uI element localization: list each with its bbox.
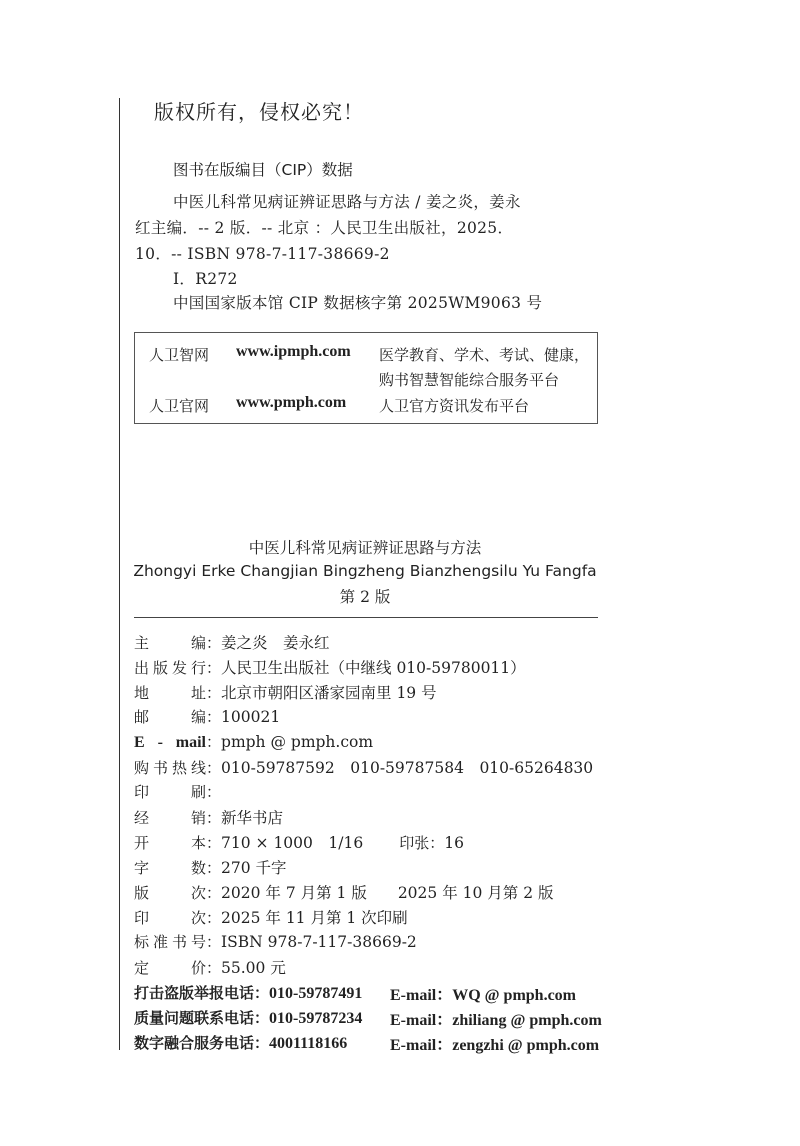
colophon-row: 出版发行 ： 人民卫生出版社（中继线 010-59780011） [134, 656, 526, 680]
colophon-label: 地 址 [134, 684, 206, 702]
colophon-row: 购书热线 ： 010-59787592 010-59787584 010-65264830 [134, 756, 593, 780]
colophon-label: 定 价 [134, 959, 206, 977]
colophon-label: 开 本 [134, 834, 206, 852]
book-edition: 第 2 版 [339, 588, 391, 606]
platform-url[interactable]: www.ipmph.com [236, 343, 351, 360]
colophon-label: 邮 编 [134, 708, 206, 726]
colophon-row: 印 次 ： 2025 年 11 月第 1 次印刷 [134, 906, 408, 930]
colophon-value: 100021 [221, 708, 281, 726]
colophon-label: 标准书号 [134, 933, 206, 951]
colophon-label: 字 数 [134, 859, 206, 877]
colophon-value: 2020 年 7 月第 1 版 2025 年 10 月第 2 版 [221, 884, 554, 902]
cip-line: 红主编．-- 2 版．-- 北京 ：人民卫生出版社，2025． [135, 219, 514, 237]
colophon-row: 印 刷 ： [134, 783, 222, 801]
hotline-row [134, 982, 604, 1004]
cip-line: 中国国家版本馆 CIP 数据核字第 2025WM9063 号 [173, 294, 543, 312]
hotline-label: 打击盗版举报电话： [134, 984, 270, 1002]
hotline-label: 数字融合服务电话： [134, 1034, 270, 1052]
colophon-value: 姜之炎 姜永红 [221, 634, 330, 652]
hotline-phone: 4001118166 [269, 1035, 348, 1052]
colophon-row: 经 销 ： 新华书店 [134, 806, 283, 830]
book-title: 中医儿科常见病证辨证思路与方法 [248, 539, 482, 557]
hotline-email: E-mail：zhiliang @ pmph.com [390, 1012, 602, 1029]
platform-info-box [134, 332, 598, 424]
colophon-label: 印 刷 [134, 783, 206, 801]
cip-line: Ⅰ．R272 [173, 270, 238, 288]
copyright-notice: 版权所有，侵权必究！ [154, 100, 364, 124]
colophon-value: 北京市朝阳区潘家园南里 19 号 [221, 684, 437, 702]
colophon-label: 主 编 [134, 634, 206, 652]
colophon-value: pmph @ pmph.com [221, 733, 374, 751]
colophon-label: 版 次 [134, 884, 206, 902]
colophon-value: 010-59787592 010-59787584 010-65264830 [221, 759, 594, 777]
colophon-label: 出版发行 [134, 659, 206, 677]
hotline-phone: 010-59787491 [269, 985, 363, 1002]
colophon-extra-value: 16 [444, 834, 464, 852]
platform-name: 人卫智网 [149, 346, 210, 364]
colophon-row: 定 价 ： 55.00 元 [134, 956, 286, 980]
colophon-row: 标准书号 ： ISBN 978-7-117-38669-2 [134, 933, 417, 951]
colophon-row: E - mail ： pmph @ pmph.com [134, 733, 374, 751]
hotline-phone: 010-59787234 [269, 1010, 363, 1027]
cip-heading: 图书在版编目（CIP）数据 [173, 161, 353, 179]
cip-line: 10．-- ISBN 978-7-117-38669-2 [135, 245, 390, 263]
colophon-value: 2025 年 11 月第 1 次印刷 [221, 909, 408, 927]
book-pinyin-title: Zhongyi Erke Changjian Bingzheng Bianzhengsilu Yu Fangfa [133, 562, 597, 580]
colophon-row: 地 址 ： 北京市朝阳区潘家园南里 19 号 [134, 681, 437, 705]
hotline-row [134, 1032, 604, 1054]
colophon-row: 版 次 ： 2020 年 7 月第 1 版 2025 年 10 月第 2 版 [134, 881, 554, 905]
platform-url[interactable]: www.pmph.com [236, 394, 347, 411]
colophon-value: ISBN 978-7-117-38669-2 [221, 933, 417, 951]
colophon-value: 710 × 1000 1/16 [221, 834, 364, 852]
colophon-row: 开 本 ： 710 × 1000 1/16 印张： 16 [134, 831, 464, 855]
hotline-email: E-mail：zengzhi @ pmph.com [390, 1037, 600, 1054]
platform-desc: 人卫官方资讯发布平台 [379, 397, 530, 415]
hotline-row [134, 1007, 604, 1029]
section-divider [134, 617, 598, 618]
platform-desc: 购书智慧智能综合服务平台 [379, 371, 560, 389]
colophon-value: 270 千字 [221, 859, 287, 877]
colophon-label: 印 次 [134, 909, 206, 927]
colophon-value: 新华书店 [221, 809, 284, 827]
platform-name: 人卫官网 [149, 397, 210, 415]
platform-desc: 医学教育、学术、考试、健康， [379, 346, 590, 364]
colophon-row: 主 编 ： 姜之炎 姜永红 [134, 631, 330, 655]
colophon-label: 购书热线 [134, 759, 206, 777]
colophon-value: 55.00 元 [221, 959, 286, 977]
hotline-label: 质量问题联系电话： [134, 1009, 270, 1027]
cip-line: 中医儿科常见病证辨证思路与方法 / 姜之炎，姜永 [173, 193, 521, 211]
hotline-email: E-mail：WQ @ pmph.com [390, 987, 577, 1004]
colophon-label: E - mail [134, 734, 206, 751]
colophon-row: 字 数 ： 270 千字 [134, 856, 287, 880]
colophon-row: 邮 编 ： 100021 [134, 708, 281, 726]
colophon-value: 人民卫生出版社（中继线 010-59780011） [221, 659, 526, 677]
colophon-extra-label: 印张： [399, 834, 445, 852]
colophon-label: 经 销 [134, 809, 206, 827]
